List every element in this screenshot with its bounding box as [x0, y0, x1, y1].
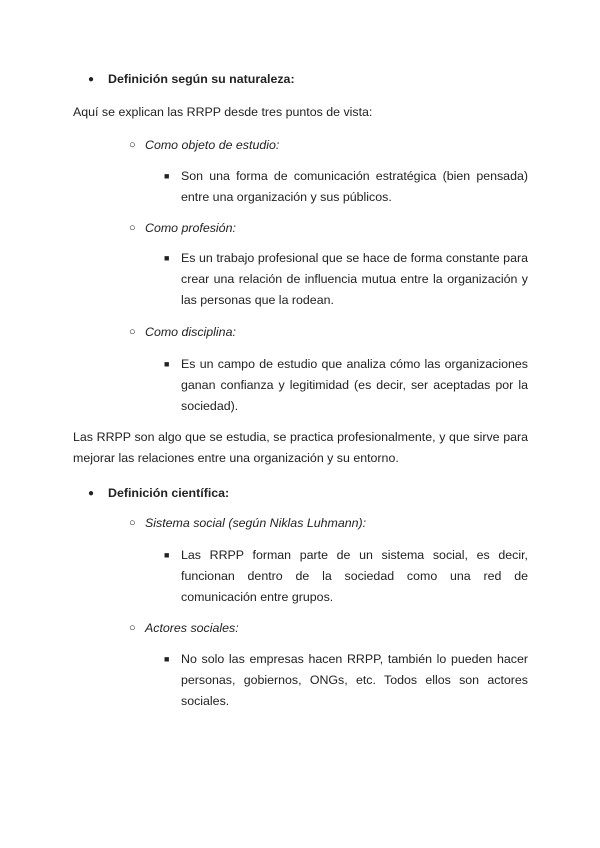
subitem-actores-sociales — [129, 618, 529, 639]
bullet-disc-icon: ● — [88, 488, 95, 499]
bullet-circle-icon: ○ — [129, 326, 136, 338]
detail-text: Las RRPP forman parte de un sistema social, es decir, funcionan dentro de la sociedad como una red de comunicación entre grupos. — [181, 548, 528, 604]
bullet-square-icon: ■ — [164, 253, 170, 263]
summary-paragraph: Las RRPP son algo que se estudia, se practica profesionalmente, y que sirve para mejorar las relaciones entre una organización y su entorno. — [73, 430, 528, 465]
bullet-circle-icon: ○ — [129, 222, 136, 234]
subitem-objeto-de-estudio — [129, 135, 529, 156]
detail-objeto-de-estudio — [164, 166, 528, 208]
subitem-label: Como profesión: — [145, 221, 236, 235]
bullet-square-icon: ■ — [164, 550, 170, 560]
subitem-label: Como disciplina: — [145, 325, 236, 339]
heading-text: Definición científica: — [108, 486, 230, 500]
detail-text: No solo las empresas hacen RRPP, también lo pueden hacer personas, gobiernos, ONGs, etc. Todos ellos son actores sociales. — [181, 652, 528, 708]
detail-text: Son una forma de comunicación estratégica (bien pensada) entre una organización y sus públicos. — [181, 169, 528, 204]
detail-text: Es un campo de estudio que analiza cómo las organizaciones ganan confianza y legitimidad (es decir, ser aceptadas por la sociedad). — [181, 357, 528, 413]
detail-text: Es un trabajo profesional que se hace de forma constante para crear una relación de influencia mutua entre la organización y las personas que la rodean. — [181, 251, 528, 307]
subitem-sistema-social — [129, 513, 529, 534]
heading-text: Definición según su naturaleza: — [108, 72, 295, 86]
subitem-profesion — [129, 218, 529, 239]
bullet-circle-icon: ○ — [129, 622, 136, 634]
section-heading-naturaleza — [88, 69, 532, 90]
detail-profesion — [164, 248, 528, 311]
bullet-square-icon: ■ — [164, 171, 170, 181]
bullet-square-icon: ■ — [164, 654, 170, 664]
bullet-disc-icon: ● — [88, 74, 95, 85]
bullet-circle-icon: ○ — [129, 139, 136, 151]
subitem-disciplina — [129, 322, 529, 343]
bullet-circle-icon: ○ — [129, 517, 136, 529]
detail-disciplina — [164, 354, 528, 417]
detail-actores-sociales — [164, 649, 528, 712]
subitem-label: Sistema social (según Niklas Luhmann): — [145, 516, 367, 530]
bullet-square-icon: ■ — [164, 359, 170, 369]
detail-sistema-social — [164, 545, 528, 608]
subitem-label: Actores sociales: — [145, 621, 239, 635]
subitem-label: Como objeto de estudio: — [145, 138, 280, 152]
section-heading-cientifica — [88, 483, 532, 504]
intro-paragraph: Aquí se explican las RRPP desde tres puntos de vista: — [73, 105, 373, 119]
